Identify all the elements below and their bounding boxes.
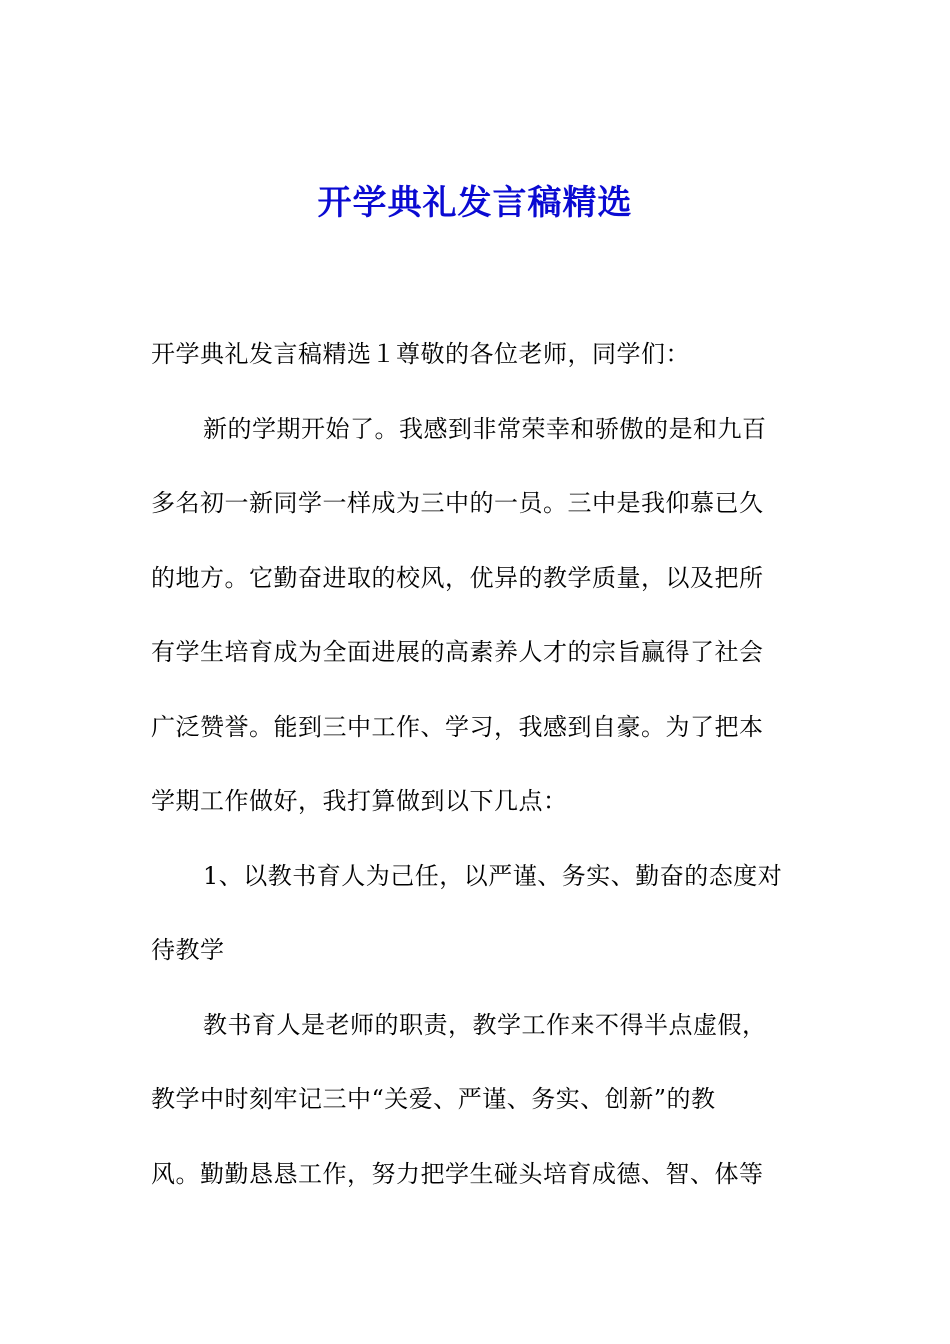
text-line-7: 学期工作做好，我打算做到以下几点： [151, 787, 568, 815]
text-line-10: 教书育人是老师的职责，教学工作来不得半点虚假， [203, 1010, 767, 1039]
document-title: 开学典礼发言稿精选 [317, 183, 633, 223]
document-body [151, 334, 811, 1228]
text-line-6: 广泛赞誉。能到三中工作、学习，我感到自豪。为了把本 [151, 712, 764, 741]
text-line-12: 风。勤勤恳恳工作，努力把学生碰头培育成德、智、体等 [151, 1159, 764, 1188]
text-line-2: 新的学期开始了。我感到非常荣幸和骄傲的是和九百 [203, 414, 767, 443]
text-line-8: 1、以教书育人为己任，以严谨、务实、勤奋的态度对 [203, 861, 783, 890]
text-line-5: 有学生培育成为全面进展的高素养人才的宗旨赢得了社会 [151, 638, 764, 666]
text-line-1: 开学典礼发言稿精选１尊敬的各位老师，同学们： [151, 340, 690, 368]
text-line-4: 的地方。它勤奋进取的校风，优异的教学质量，以及把所 [151, 563, 764, 592]
text-line-3: 多名初一新同学一样成为三中的一员。三中是我仰慕已久 [151, 489, 764, 517]
text-line-9: 待教学 [151, 936, 225, 964]
text-line-11: 教学中时刻牢记三中“关爱、严谨、务实、创新”的教 [151, 1085, 716, 1113]
